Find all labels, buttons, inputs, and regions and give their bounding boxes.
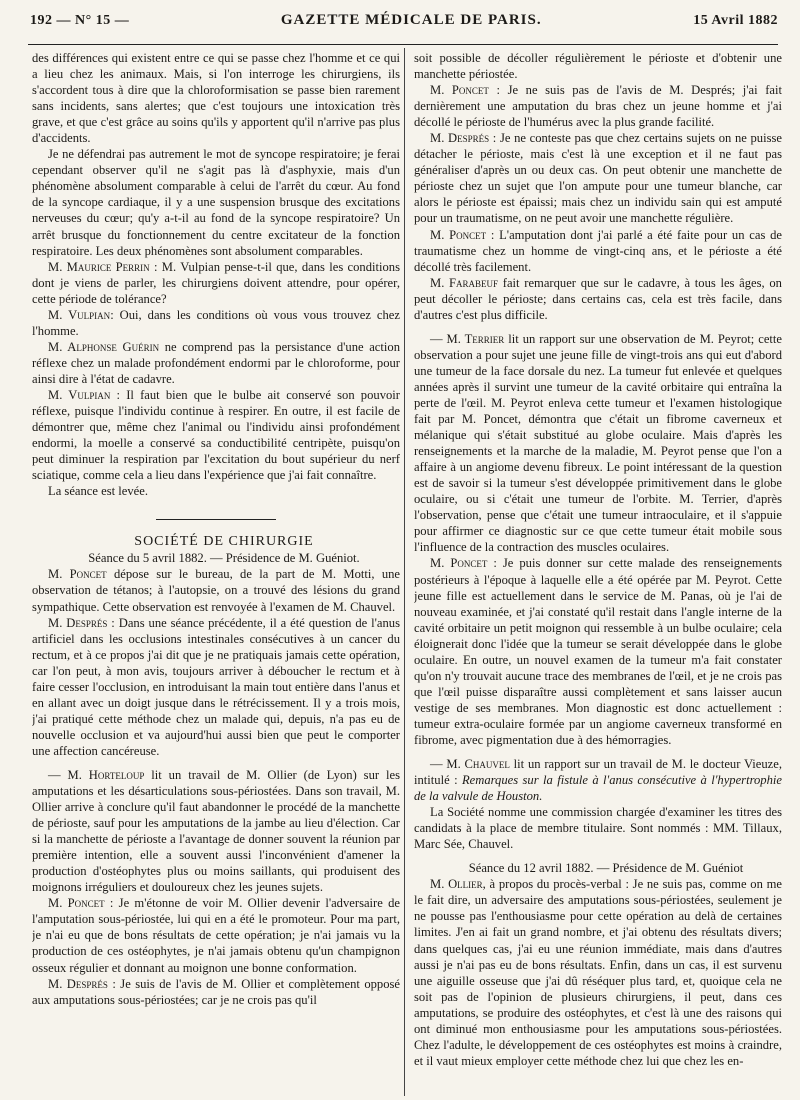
speaker-name: M. Maurice Perrin [48,259,150,274]
paragraph [414,130,782,226]
paragraph-text: : Je suis de l'avis de M. Ollier et complètement opposé aux amputations sous-périostées; car je ne crois pas qu'il [32,976,400,1007]
paragraph: La séance est levée. [48,484,148,499]
paragraph [32,387,400,483]
page-number: 192 — N° 15 — [30,13,130,28]
speaker-name: M. Després [430,131,490,146]
paragraph-text: : Je m'étonne de voir M. Ollier devenir l'adversaire de l'amputation sous-périostée, lui qui en a été le promoteur. Pour ma part, je n'ai eu que de bons résultats de cette opération; je n'ai jamais vu la production de ces ostéophytes, je n'ai jamais obtenu qu'un champignon osseux régulier et donnant au moignon une bonne conformation. [32,896,400,975]
paragraph: Je ne défendrai pas autrement le mot de syncope respiratoire; je ferai cependant observer qu'il ne s'agit pas là d'asphyxie, mais d'un phénomène absolument comparable à celui de l'arrêt du cœur. Au fond de la syncope cardiaque, il y a une suspension brusque des excitations nerveuses du cœur; qu'y a-t-il au fond de la syncope respiratoire? Un arrêt brusque du fonctionnement du centre excitateur de la fonction respiratoire. Les deux phénomènes sont absolument comparables. [32,147,400,258]
paragraph-text: , à propos du procès-verbal : Je ne suis pas, comme on me le fait dire, un adversaire des amputations sous-périostées, seulement je ne pousse pas l'enthousiasme pour cette opération au delà de certaines limites. J'en ai fait un grand nombre, et j'ai obtenu des résultats divers; dans quelques cas, j'ai eu une réunion immédiate, mais dans d'autres aussi je n'ai pas eu de bons résultats. Enfin, dans un cas, il est survenu une aiguille osseuse que j'ai dû réséquer plus tard, et, quoique cela ne soit pas de l'opinion de plusieurs chirurgiens, il peut, dans ces amputations, se produire des ostéophytes, et c'est là une des raisons qui ont diminué mon enthousiasme pour les amputations sous-périostées. Chez l'adulte, le développement de ces ostéophytes est moins à craindre, et il vaut mieux employer cette méthode chez lui que chez les en- [414,877,782,1068]
paragraph [414,227,782,275]
paragraph [32,615,400,759]
section-separator [156,519,276,520]
journal-title: GAZETTE MÉDICALE DE PARIS. [280,12,542,28]
header-rule [28,44,778,45]
spacer [414,748,782,756]
left-column [32,50,400,1095]
paragraph [32,895,400,975]
paragraph-text: lit un rapport sur un travail de M. le docteur Vieuze, intitulé : [414,757,782,788]
paragraph-text: : Il faut bien que le bulbe ait conservé son pouvoir réflexe, puisque l'individu continue à respirer. En outre, il est facile de démontrer que, même chez l'animal ou l'individu ainsi profondément endormi, la moelle a conservé sa conductibilité centripète, puisqu'on peut diminuer la respiration par l'excitation du bout supérieur du nerf sciatique, comme cela a lieu dans l'expérience que j'ai fait connaître. [32,387,400,483]
speaker-name: M. Vulpian [48,307,111,322]
page-header [30,12,778,38]
spacer [414,852,782,860]
speaker-name: M. Poncet [430,227,487,242]
paragraph-text: dépose sur le bureau, de la part de M. Motti, une observation de tétanos; à l'autopsie, on a trouvé des lésions du grand sympathique. Cette observation est renvoyée à l'examen de M. Chauvel. [32,567,400,614]
spacer [414,323,782,331]
paragraph: soit possible de décoller régulièrement le périoste et d'obtenir une manchette périostée. [414,51,782,82]
paragraph-text: fait remarquer que sur le cadavre, à tous les âges, on peut décoller le périoste; dans certains cas, cela est très facile, dans d'autres c'est plus difficile. [414,275,782,322]
section-title: SOCIÉTÉ DE CHIRURGIE [134,534,314,550]
speaker-name: M. Poncet [48,567,107,582]
paragraph-text: ne comprend pas la persistance d'une action réflexe chez un malade profondément endormi par le chloroforme, pour ainsi dire à l'état de cadavre. [32,339,400,386]
paragraph [414,876,782,1069]
speaker-name: M. Poncet [48,896,105,911]
paragraph-text: : Dans une séance précédente, il a été question de l'anus artificiel dans les occlusions intestinales consécutives à un cancer du rectum, et à ce propos j'ai dit que je ne pratiquais jamais cette opération, car l'on peut, à mon avis, toujours arriver à déboucher le rectum et à faire cesser l'occlusion, en introduisant la main tout entière dans l'anus et en allant avec un doigt jusque dans le rétrécissement. Il y a trois mois, j'ai pratiqué cette méthode chez un malade qui, depuis, n'a pas eu de nouvelle occlusion et va aujourd'hui aussi bien que peut le comporter une affection cancéreuse. [32,615,400,758]
paragraph-text: : Je ne conteste pas que chez certains sujets on ne puisse détacher le périoste, mais c'est là une exception et il ne faut pas généraliser d'après un ou deux cas. On peut obtenir une manchette de périoste chez un sujet que l'on ampute pour une tumeur blanche, car alors le périoste est épaissi; mais chez un individu sain qui est amputé pour un traumatisme, on ne peut avoir une manchette régulière. [414,131,782,226]
speaker-name: — M. Chauvel [430,757,510,772]
paragraph [414,555,782,748]
paragraph: des différences qui existent entre ce qui se passe chez l'homme et ce qui a lieu chez les animaux. Mais, si l'on interroge les chirurgiens, ils s'accordent tous à dire que la chloroformisation se passe bien rarement sans incidents, sans alertes; que c'est toujours une intoxication très grave, et que c'est grâce au soins qu'ils y apportent qu'il n'arrive pas plus d'accidents. [32,51,400,146]
paragraph-text: : Je ne suis pas de l'avis de M. Després; j'ai fait dernièrement une amputation du bras chez un jeune homme et j'ai décollé le périoste de l'humérus avec la plus grande facilité. [414,83,782,130]
paragraph [414,275,782,323]
right-column [414,50,782,1095]
paragraph [414,82,782,130]
paragraph: La Société nomme une commission chargée d'examiner les titres des candidats à la place de membre titulaire. Sont nommés : MM. Tillaux, Marc Sée, Chauvel. [414,805,782,852]
speaker-name: M. Després [48,976,108,991]
spacer [32,759,400,767]
paragraph [32,767,400,895]
speaker-name: M. Poncet [430,556,488,571]
issue-date: 15 Avril 1882 [693,13,778,28]
speaker-name: — M. Terrier [430,331,505,346]
paragraph-text: lit un travail de M. Ollier (de Lyon) sur les amputations et les désarticulations sous-périostées. Dans son travail, M. Ollier arrive à conclure qu'il faut abandonner le procédé de la manchette de périoste, sauf pour les amputations de la jambe au lieu d'élection. Car si la manchette de périoste a l'avantage de donner souvent la réunion par première intention, elle a souvent aussi l'inconvénient d'amener la production d'ostéophytes plus ou moins saillants, qui produisent des moignons irréguliers et douloureux chez les jeunes sujets. [32,767,400,895]
speaker-name: M. Farabeuf [430,275,499,290]
paragraph [414,331,782,556]
article-title: Remarques sur la fistule à l'anus consécutive à l'hypertrophie de la valvule de Houston. [414,773,782,804]
column-divider [404,48,405,1096]
speaker-name: M. Poncet [430,83,489,98]
paragraph-text: : L'amputation dont j'ai parlé a été faite pour un cas de traumatisme chez un homme de vingt-cinq ans, et le périoste a été décollé très facilement. [414,227,782,274]
paragraph-text: : Oui, dans les conditions où vous vous trouvez chez l'homme. [32,307,400,338]
paragraph [32,339,400,387]
paragraph [32,976,400,1008]
paragraph [32,307,400,339]
speaker-name: M. Vulpian [48,387,111,402]
paragraph-text: lit un rapport sur une observation de M. Peyrot; cette observation a pour sujet une jeune fille de vingt-trois ans qui eut d'abord une tumeur de la face dorsale du nez. La tumeur fut enlevée et quelques années après il survint une tumeur de la cavité orbitaire qui entraîna la perte de l'œil. M. Peyrot enleva cette tumeur et l'examen histologique fait par M. Poncet, démontra que c'était un fibrome caverneux et mélanique qui s'était substitué au globe oculaire. Mais d'après les renseignements et la marche de la maladie, M. Peyrot pense que l'on a affaire à un angiome devenu fibreux. Le point intéressant de la question est de savoir si la tumeur s'est développée primitivement dans le globe oculaire, ou si c'était une tumeur de l'orbite. M. Terrier, d'après l'observation, pense que c'était une tumeur intraoculaire, et il s'appuie pour affirmer ce diagnostic sur ce que cette tumeur était mobile sous l'influence de la contraction des muscles oculaires. [414,331,782,555]
speaker-name: M. Ollier [430,877,483,892]
paragraph-text: : Je puis donner sur cette malade des renseignements postérieurs à l'époque à laquelle elle a été opérée par M. Peyrot. Cette jeune fille est actuellement dans le service de M. Panas, où je l'ai de nouveau examinée, et j'ai constaté qu'il restait dans l'angle interne de la cavité orbitaire un petit moignon qui ressemble à un bulbe oculaire; cela éloignerait donc l'idée que la tumeur se serait développée dans le globe oculaire. En outre, un nouvel examen de la tumeur m'a fait constater qu'on n'y trouvait aucune trace des membranes de l'œil, et je ne crois pas que l'œil puisse disparaître aussi complètement et sans laisser aucun vestige de ses membranes. Mon diagnostic est donc actuellement : tumeur extra-oculaire formée par un angiome caverneux transformé en fibrome, avec pigmentation due à des hémorragies. [414,556,782,747]
speaker-name: M. Després [48,615,108,630]
paragraph-text: : M. Vulpian pense-t-il que, dans les conditions dont je viens de parler, les chirurgiens doivent attendre, pour opérer, cette période de tolérance? [32,259,400,306]
paragraph [32,566,400,614]
paragraph [414,756,782,804]
speaker-name: M. Alphonse Guérin [48,339,160,354]
paragraph [32,259,400,307]
seance-heading: Séance du 5 avril 1882. — Présidence de M. Guéniot. [88,551,360,566]
seance-heading: Séance du 12 avril 1882. — Présidence de M. Guéniot [468,861,744,876]
speaker-name: — M. Horteloup [48,767,145,782]
